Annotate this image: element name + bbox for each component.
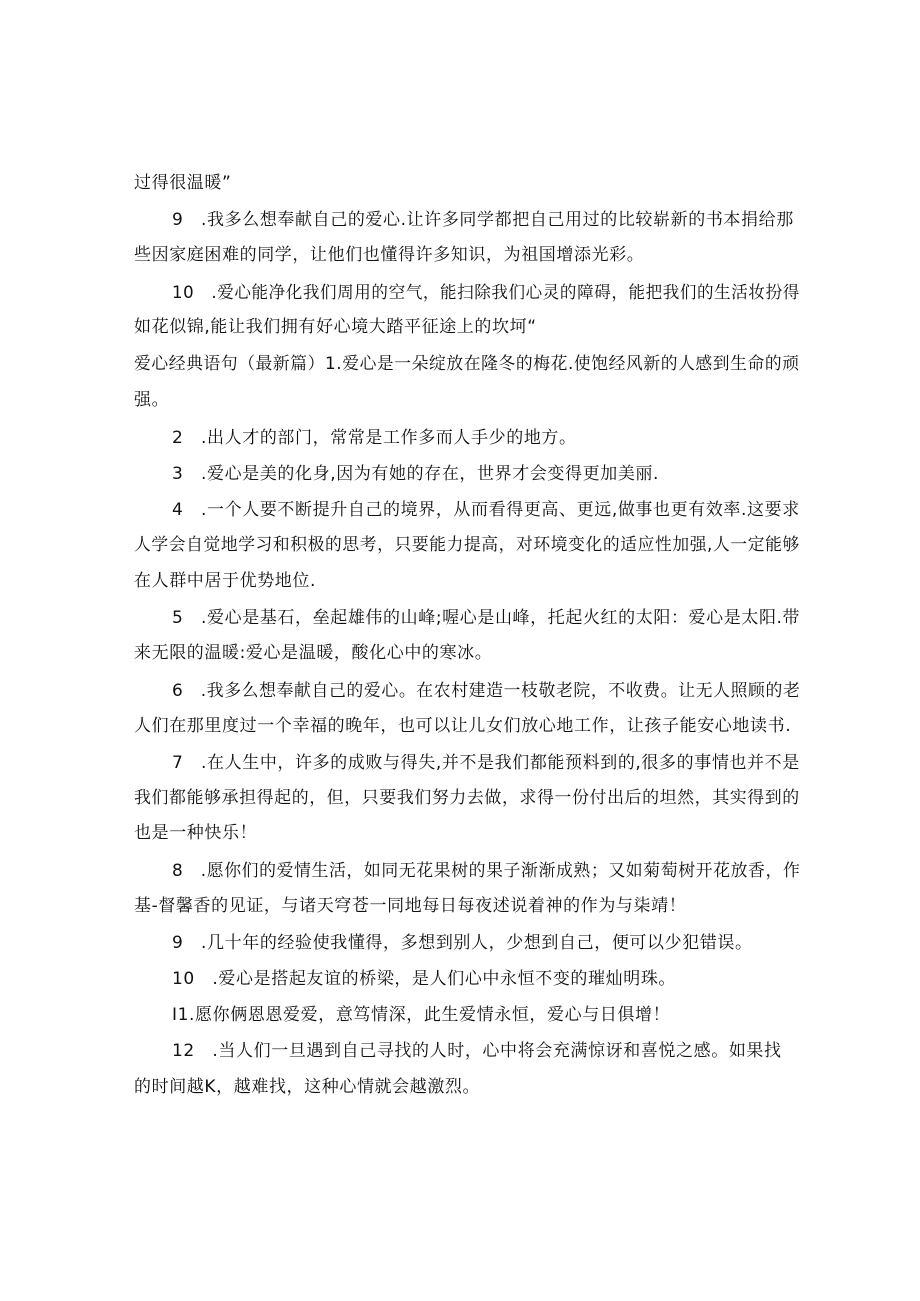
text-line: 也是一种快乐！ [134,823,258,843]
text-line: 的时间越K，越难找，这种心情就会越激烈。 [134,1077,481,1097]
text-line: 4 .一个人要不断提升自己的境界，从而看得更高、更远,做事也更有效率.这要求 [172,500,800,520]
text-line: 人们在那里度过一个幸福的晚年，也可以让儿女们放心地工作，让孩子能安心地读书. [134,716,792,736]
text-line: 如花似锦,能让我们拥有好心境大踏平征途上的坎坷“ [134,317,537,337]
text-line: 7 .在人生中，许多的成败与得失,并不是我们都能预料到的,很多的事情也并不是 [172,753,800,773]
text-line: 5 .爱心是基石，垒起雄伟的山峰;喔心是山峰，托起火红的太阳：爱心是太阳.带 [172,608,801,628]
text-line: 基-督馨香的见证，与诸天穹苍一同地每日每夜述说着神的作为与柒靖！ [134,896,687,916]
text-line: I1.愿你俩恩恩爱爱，意笃情深，此生爱情永恒，爱心与日俱增！ [172,1005,671,1025]
text-line: 过得很温暖” [134,173,232,193]
text-line: 8 .愿你们的爱情生活，如同无花果树的果子渐渐成熟；又如菊萄树开花放香，作 [172,861,801,881]
text-line: 2 .出人才的部门，常常是工作多而人手少的地方。 [172,428,577,448]
text-line: 些因家庭困难的同学，让他们也懂得许多知识，为祖国增添光彩。 [134,245,645,265]
text-line: 12 .当人们一旦遇到自己寻找的人时，心中将会充满惊讶和喜悦之感。如果找 [172,1041,782,1061]
text-line: 9 .我多么想奉献自己的爱心.让许多同学都把自己用过的比较崭新的书本捐给那 [172,210,794,230]
text-line: 9 .几十年的经验使我懂得，多想到别人，少想到自己，便可以少犯错误。 [172,933,753,953]
text-line: 10 .爱心是搭起友谊的桥梁，是人们心中永恒不变的璀灿明珠。 [172,969,677,989]
text-line: 强。 [134,390,170,410]
text-line: 3 .爱心是美的化身,因为有她的存在，世界才会变得更加美丽. [172,464,660,484]
text-line: 6 .我多么想奉献自己的爱心。在农村建造一枝敬老院，不收费。让无人照顾的老 [172,681,801,701]
text-line: 10 .爱心能净化我们周用的空气，能扫除我们心灵的障碍，能把我们的生活妆扮得 [172,283,800,303]
text-line: 在人群中居于优势地位. [134,571,317,591]
text-line: 人学会自觉地学习和积极的思考，只要能力提高，对环境变化的适应性加强,人一定能够 [134,535,800,555]
text-line: 我们都能够承担得起的，但，只要我们努力去做，求得一份付出后的坦然，其实得到的 [134,788,800,808]
text-line: 爱心经典语句（最新篇）1.爱心是一朵绽放在隆冬的梅花.使饱经风新的人感到生命的顽 [134,354,800,374]
text-line: 来无限的温暖:爱心是温暖，酸化心中的寒冰。 [134,643,493,663]
